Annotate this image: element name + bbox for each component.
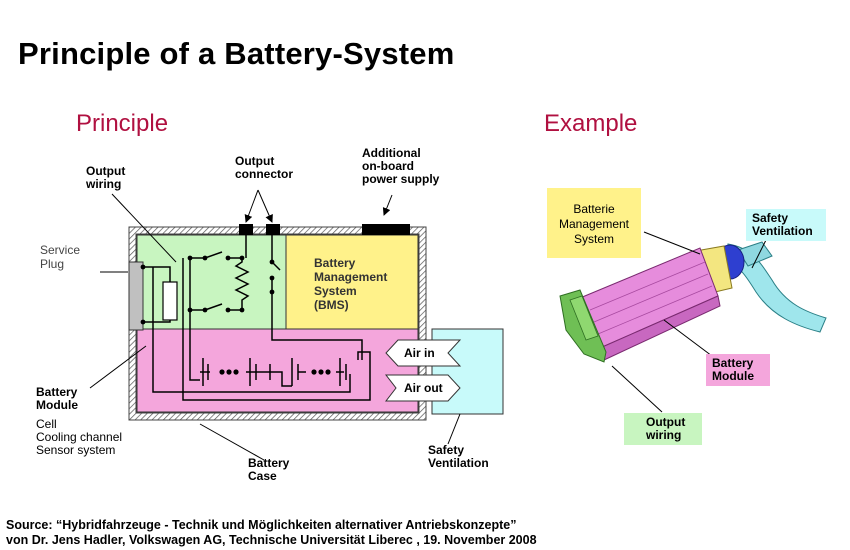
example-output-wiring-label: Output wiring [646, 415, 686, 442]
page-title: Principle of a Battery-System [18, 36, 455, 71]
example-heading: Example [544, 110, 638, 137]
output-wiring-label: Output wiring [86, 164, 126, 191]
battery-case-label: Battery Case [248, 456, 290, 483]
safety-ventilation-label: Safety Ventilation [428, 443, 489, 470]
example-safety-ventilation-label: Safety Ventilation [752, 211, 813, 238]
source-citation: Source: “Hybridfahrzeuge - Technik und Möglichkeiten alternativer Antriebskonzepte” von Dr. Jens Hadler, Volkswagen AG, Technische Universität Liberec , 19. November 2008 [6, 518, 537, 547]
additional-supply-label: Additional on-board power supply [362, 146, 440, 186]
module-parts-label: Cell Cooling channel Sensor system [36, 417, 123, 457]
bms-label: Battery Management System (BMS) [314, 256, 388, 312]
output-connector-label: Output connector [235, 154, 294, 181]
battery-module-label: Battery Module [36, 385, 78, 412]
air-out-label: Air out [404, 381, 443, 395]
example-battery-module-label: Battery Module [712, 356, 754, 383]
principle-heading: Principle [76, 110, 169, 137]
example-bms-label: Batterie Management System [558, 202, 630, 246]
air-in-label: Air in [404, 346, 435, 360]
service-plug-label: Service Plug [40, 243, 81, 271]
